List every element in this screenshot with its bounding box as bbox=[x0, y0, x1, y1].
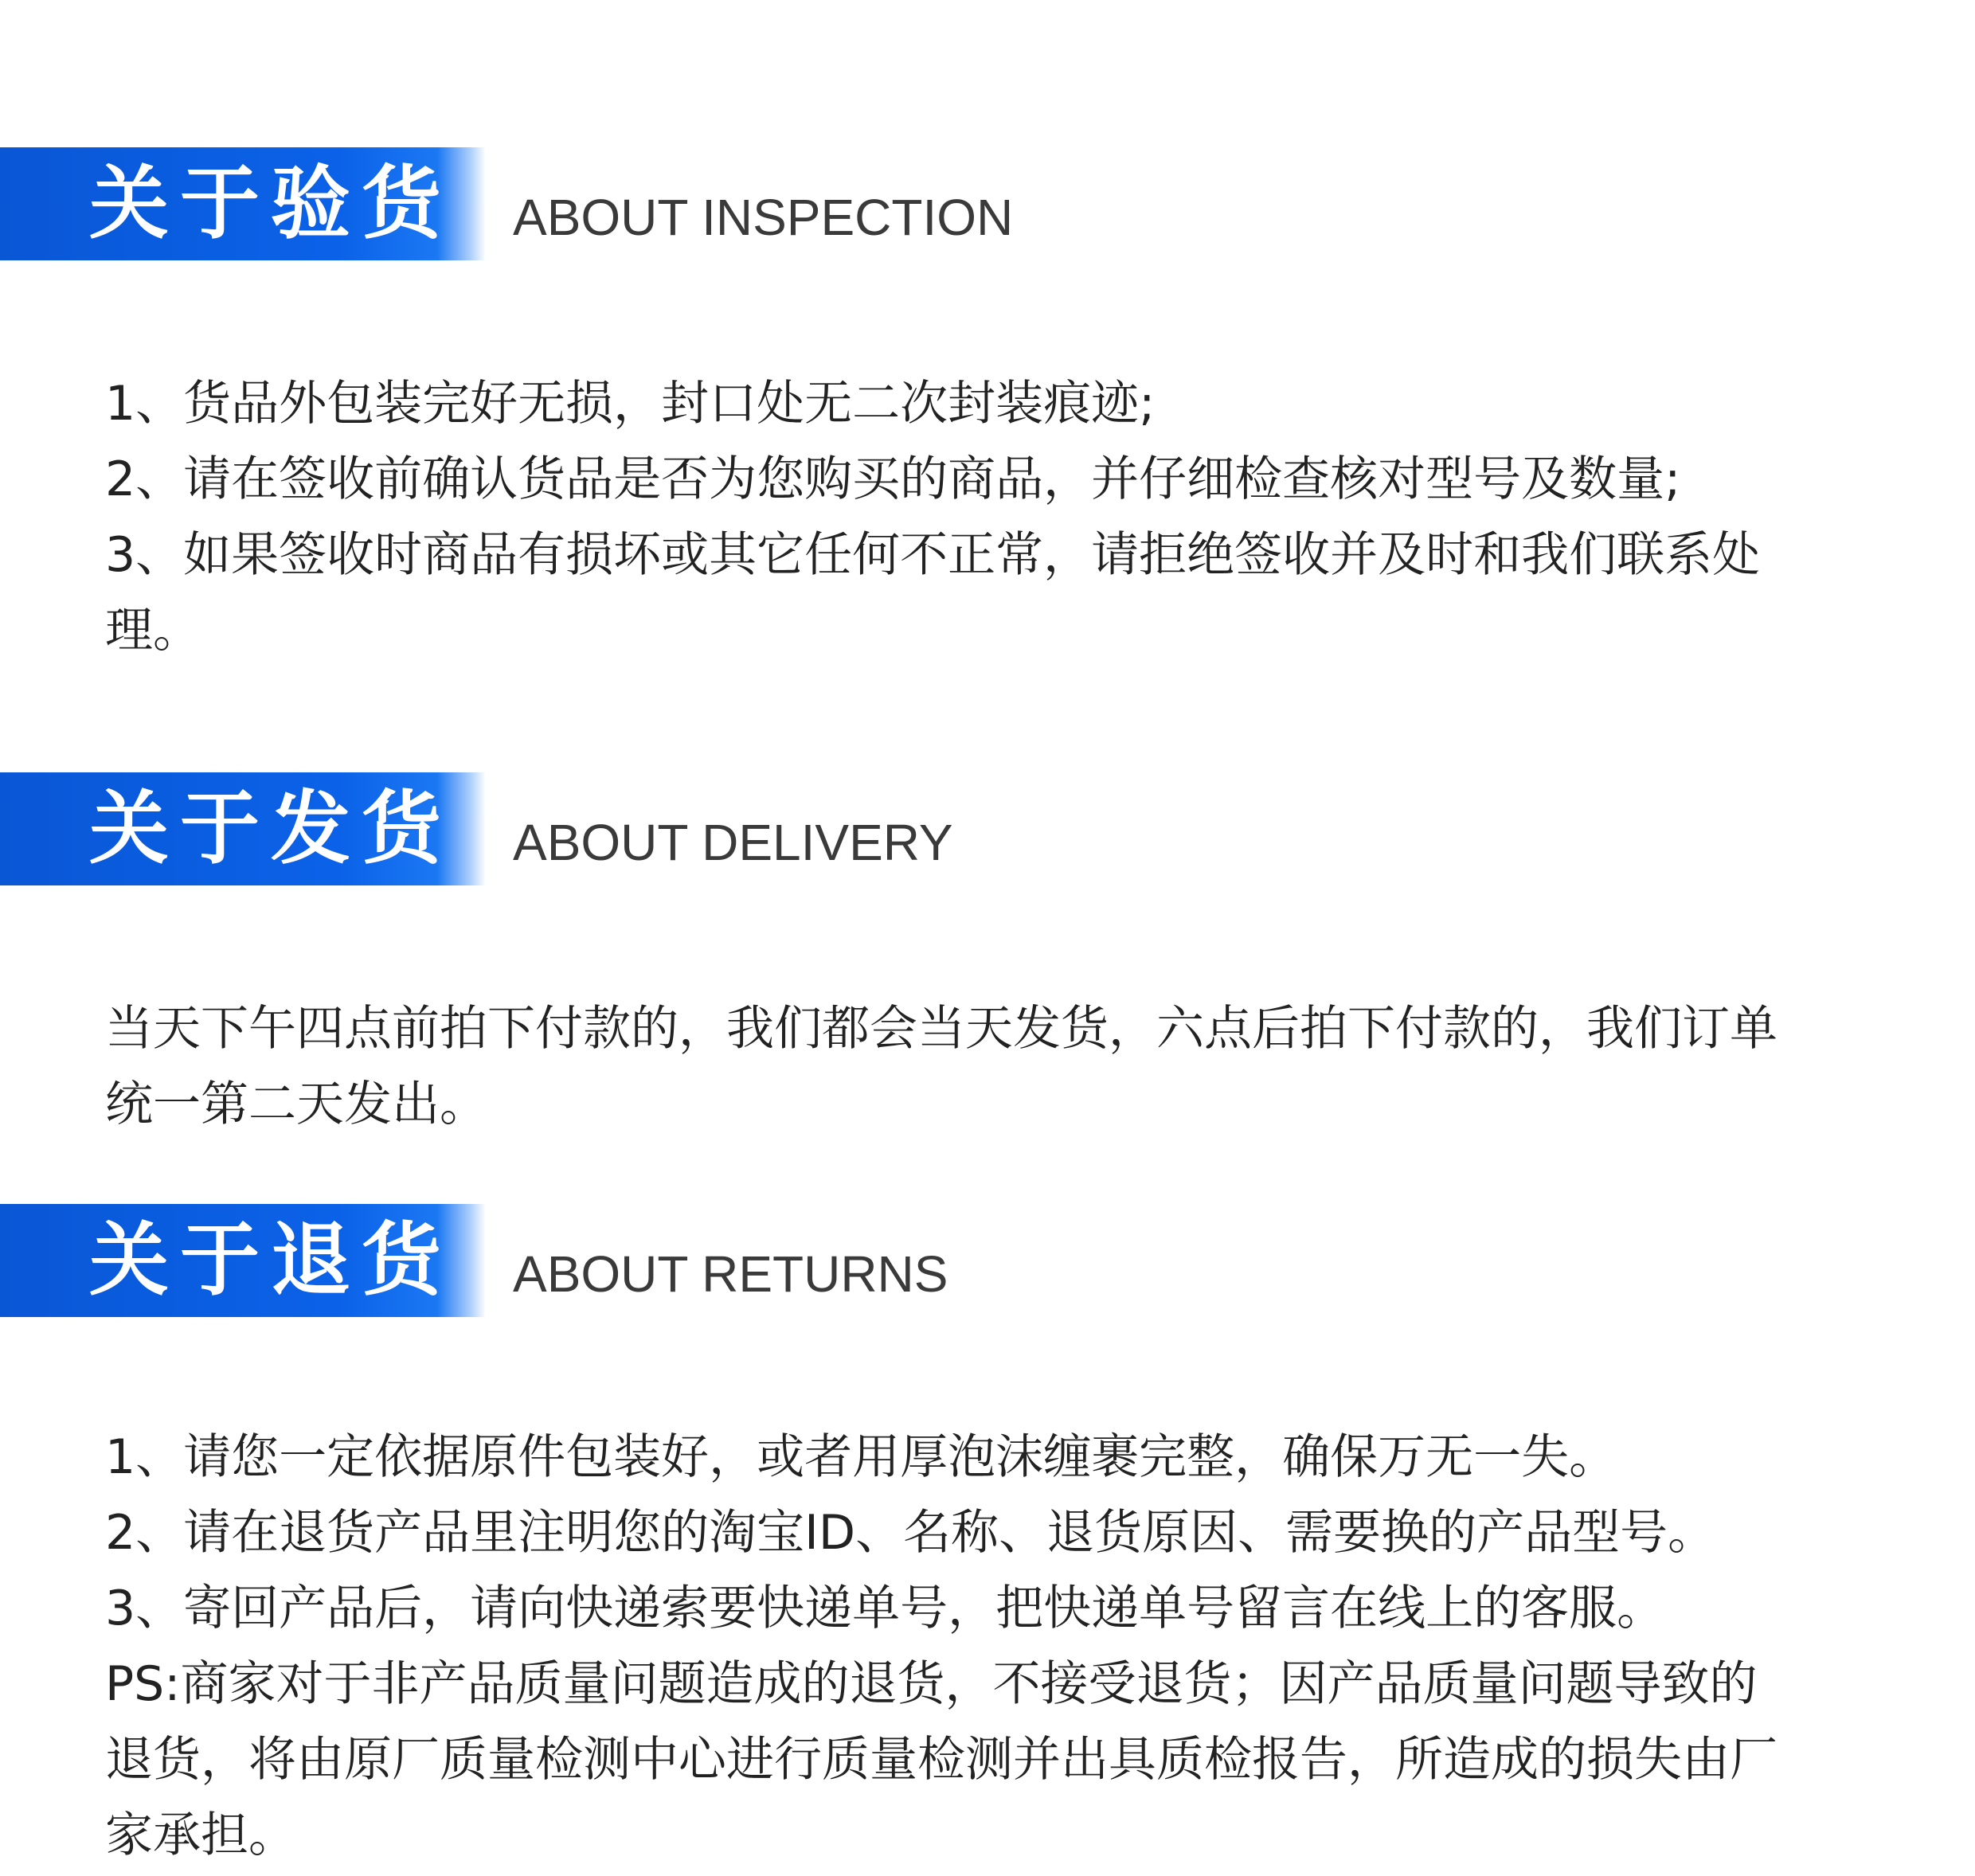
section-banner bbox=[0, 147, 486, 260]
section-title: 关于验货 bbox=[89, 157, 452, 250]
section-subtitle: ABOUT DELIVERY bbox=[513, 814, 953, 871]
section-banner bbox=[0, 1204, 486, 1317]
section-body bbox=[105, 1420, 1778, 1874]
list-item: 1、货品外包装完好无损，封口处无二次封装痕迹; bbox=[105, 376, 1156, 432]
list-item: 2、请在签收前确认货品是否为您购买的商品，并仔细检查核对型号及数量; bbox=[105, 451, 1681, 507]
list-item: 2、请在退货产品里注明您的淘宝ID、名称、退货原因、需要换的产品型号。 bbox=[105, 1505, 1716, 1561]
list-item: 3、寄回产品后，请向快递索要快递单号，把快递单号留言在线上的客服。 bbox=[105, 1581, 1665, 1636]
list-item: PS:商家对于非产品质量问题造成的退货，不接受退货；因产品质量问题导致的退货，将由原厂质量检测中心进行质量检测并出具质检报告，所造成的损失由厂家承担。 bbox=[105, 1656, 1778, 1863]
section-subtitle: ABOUT RETURNS bbox=[513, 1245, 948, 1303]
section-body bbox=[105, 366, 1778, 669]
section-title: 关于发货 bbox=[89, 782, 452, 875]
list-item: 当天下午四点前拍下付款的，我们都会当天发货，六点后拍下付款的，我们订单统一第二天发出。 bbox=[105, 1001, 1778, 1132]
section-subtitle: ABOUT INSPECTION bbox=[513, 189, 1014, 246]
list-item: 3、如果签收时商品有损坏或其它任何不正常，请拒绝签收并及时和我们联系处理。 bbox=[105, 527, 1761, 659]
section-banner bbox=[0, 772, 486, 885]
section-title: 关于退货 bbox=[89, 1214, 452, 1307]
list-item: 1、请您一定依据原件包装好，或者用厚泡沫缠裹完整，确保万无一失。 bbox=[105, 1429, 1617, 1485]
section-body bbox=[105, 991, 1778, 1143]
